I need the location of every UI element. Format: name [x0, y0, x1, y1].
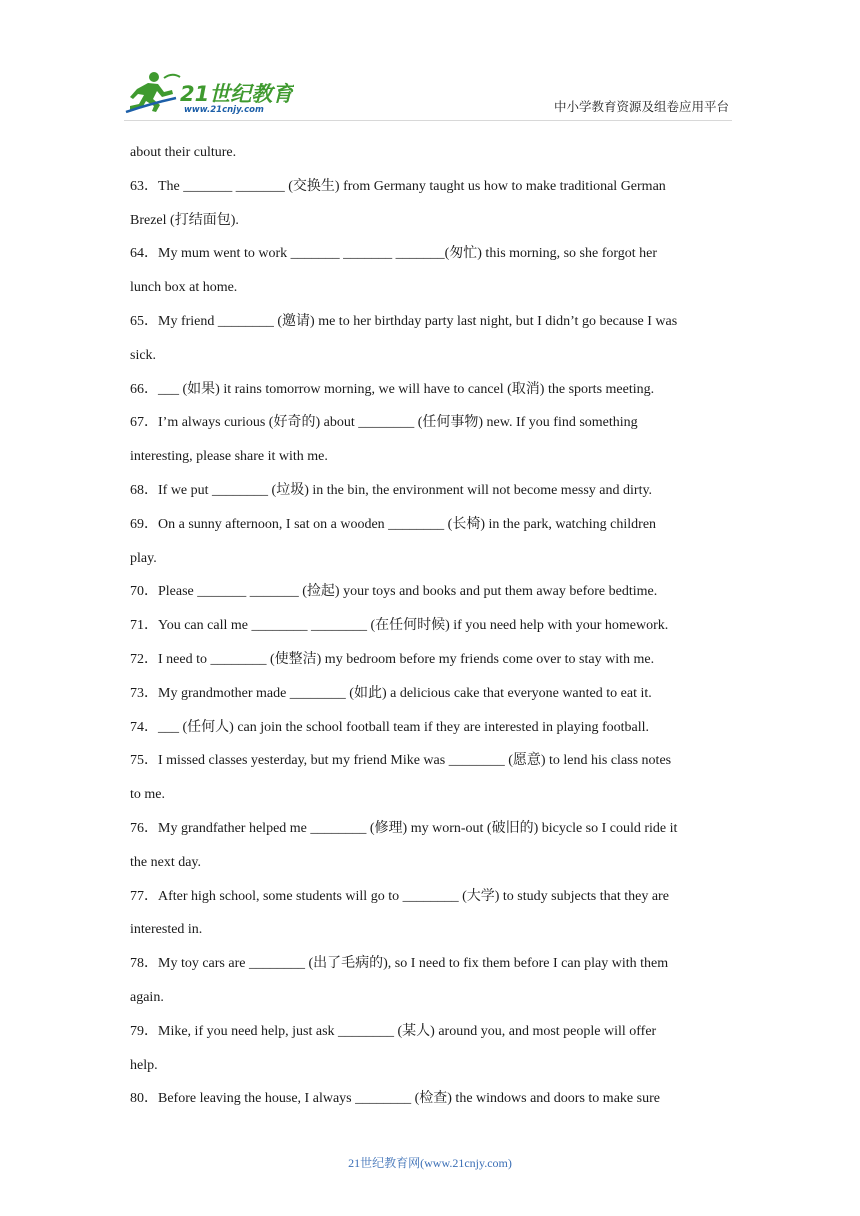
text-line: 79．Mike, if you need help, just ask ________ (某人) around you, and most people will offer [130, 1023, 657, 1039]
text-line: 72．I need to ________ (使整洁) my bedroom before my friends come over to stay with me. [130, 651, 655, 667]
text-line: 75．I missed classes yesterday, but my friend Mike was ________ (愿意) to lend his class notes [130, 753, 672, 769]
text-line: 70．Please _______ _______ (捡起) your toys and books and put them away before bedtime. [130, 584, 658, 600]
text-line: 68．If we put ________ (垃圾) in the bin, the environment will not become messy and dirty. [130, 482, 653, 498]
text-line: 69．On a sunny afternoon, I sat on a wooden ________ (长椅) in the park, watching children [130, 516, 657, 532]
page-header [0, 0, 860, 128]
text-line: the next day. [130, 854, 202, 870]
text-line: 67．I’m always curious (好奇的) about ________ (任何事物) new. If you find something [130, 415, 638, 431]
page-footer: 21世纪教育网(www.21cnjy.com) [348, 1156, 512, 1170]
text-line: 71．You can call me ________ ________ (在任何时候) if you need help with your homework. [130, 618, 669, 634]
text-line: about their culture. [130, 145, 237, 160]
text-line: 76．My grandfather helped me ________ (修理) my worn-out (破旧的) bicycle so I could ride it [130, 820, 678, 836]
header-divider [124, 120, 732, 121]
text-line: 78．My toy cars are ________ (出了毛病的), so I need to fix them before I can play with them [130, 956, 669, 972]
text-line: interesting, please share it with me. [130, 449, 328, 465]
text-line: 64．My mum went to work _______ _______ _______(匆忙) this morning, so she forgot her [130, 246, 658, 262]
text-line: 73．My grandmother made ________ (如此) a delicious cake that everyone wanted to eat it. [130, 685, 652, 701]
logo-title: 21世纪教育 [180, 82, 294, 106]
text-line: 66．___ (如果) it rains tomorrow morning, we will have to cancel (取消) the sports meeting. [130, 381, 655, 397]
exercise-text [130, 136, 734, 1116]
text-line: lunch box at home. [130, 280, 238, 296]
text-line: to me. [130, 787, 165, 803]
text-line: 65．My friend ________ (邀请) me to her birthday party last night, but I didn’t go because I was [130, 313, 678, 329]
text-line: 77．After high school, some students will go to ________ (大学) to study subjects that they are [130, 888, 669, 904]
text-line: 80．Before leaving the house, I always ________ (检查) the windows and doors to make sure [130, 1091, 660, 1107]
text-line: interested in. [130, 922, 203, 938]
text-line: help. [130, 1057, 158, 1073]
platform-name: 中小学教育资源及组卷应用平台 [553, 99, 729, 114]
site-logo [124, 68, 294, 118]
text-line: Brezel (打结面包). [130, 212, 239, 228]
text-line: again. [130, 989, 164, 1005]
text-line: play. [130, 550, 157, 566]
text-line: sick. [130, 347, 157, 363]
text-line: 74．___ (任何人) can join the school football team if they are interested in playing football. [130, 719, 650, 735]
logo-url: www.21cnjy.com [184, 105, 264, 115]
runner-icon [126, 72, 180, 112]
text-line: 63．The _______ _______ (交换生) from Germany taught us how to make traditional German [130, 178, 666, 194]
